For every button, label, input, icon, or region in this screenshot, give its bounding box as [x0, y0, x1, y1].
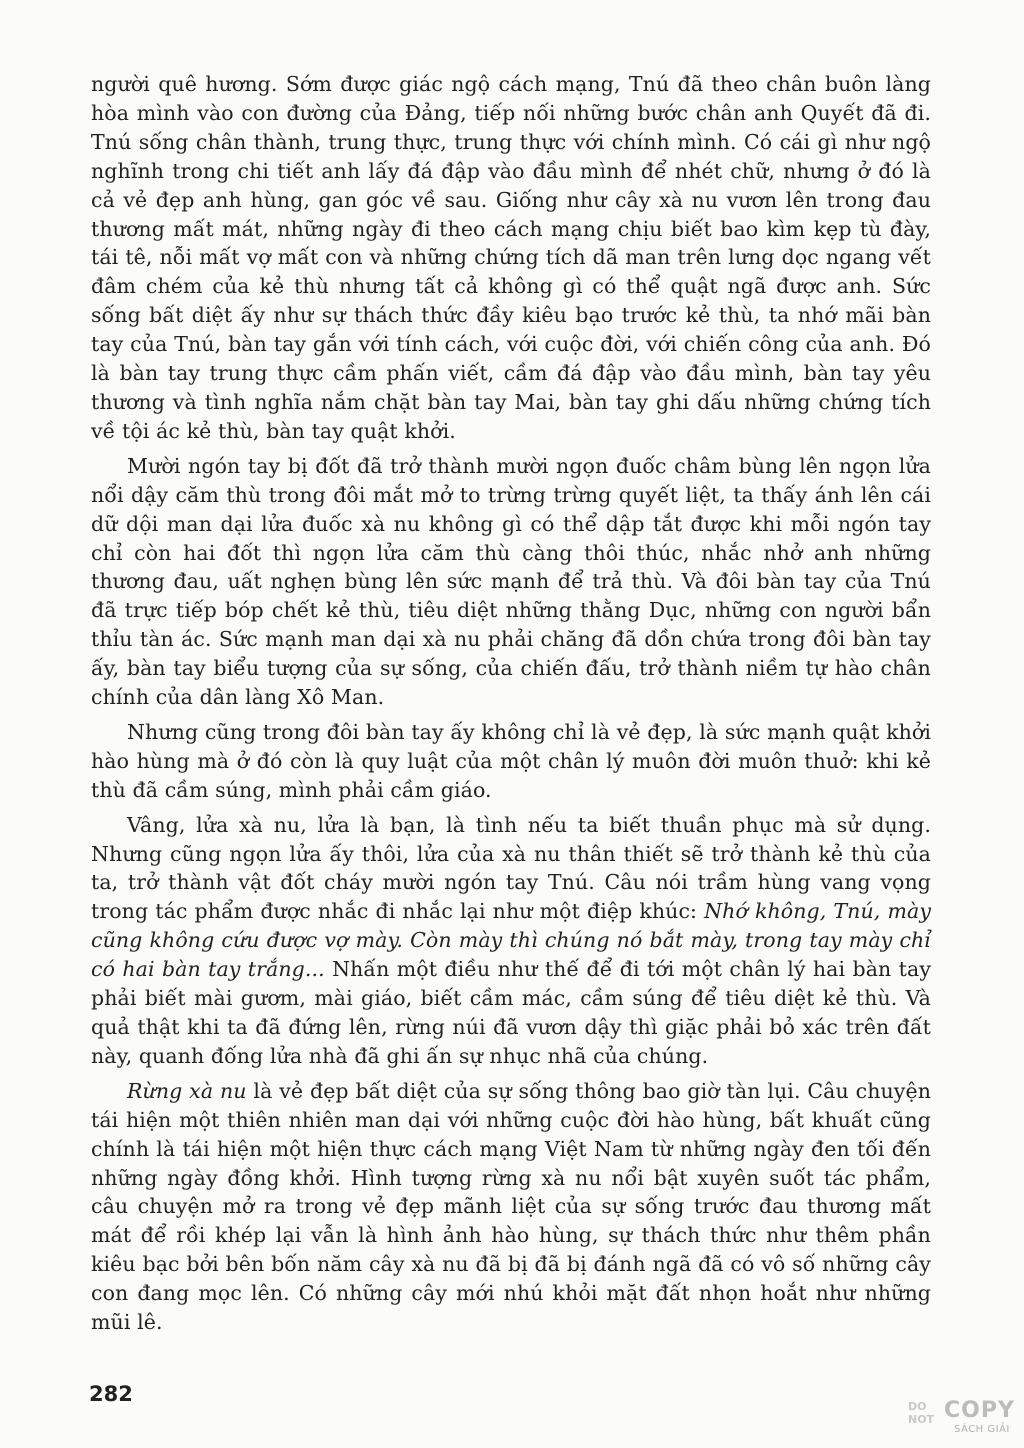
paragraph	[91, 452, 931, 712]
paragraph	[91, 70, 931, 446]
watermark-line1: DO	[908, 1400, 927, 1413]
page-body	[91, 70, 931, 1337]
page-number: 282	[89, 1382, 133, 1406]
paragraph	[91, 718, 931, 805]
watermark-do-not	[908, 1400, 934, 1426]
paragraph	[91, 1077, 931, 1337]
italic-text-run: Rừng xà nu	[127, 1078, 247, 1103]
text-run: Nhấn một điều như thế để đi tới một chân lý hai bàn tay phải biết mài gươm, mài giáo, biết cầm mác, cầm súng để tiêu diệt kẻ thù. Và quả thật khi ta đã đứng lên, rừng núi đã vươn dậy thì giặc phải bỏ xác trên đất này, quanh đống lửa nhà đã ghi ấn sự nhục nhã của chúng.	[91, 957, 931, 1068]
watermark-logo	[908, 1398, 1015, 1438]
watermark-sub: SÁCH GIẢI	[954, 1424, 1010, 1435]
italic-text-run: Nhớ không, Tnú, mày cũng không cứu được vợ mày. Còn mày thì chúng nó bắt mày, trong tay mày chỉ có hai bàn tay trắng...	[91, 899, 932, 982]
paragraph	[91, 811, 931, 1071]
watermark-line2: NOT	[908, 1413, 935, 1426]
text-run: Vâng, lửa xà nu, lửa là bạn, là tình nếu ta biết thuần phục mà sử dụng. Nhưng cũng ngọn lửa ấy thôi, lửa của xà nu thân thiết sẽ trở thành kẻ thù của ta, trở thành vật đốt cháy mười ngón tay Tnú. Câu nói trầm hùng vang vọng trong tác phẩm được nhắc đi nhắc lại như một điệp khúc:	[91, 812, 931, 924]
text-run: Mười ngón tay bị đốt đã trở thành mười ngọn đuốc châm bùng lên ngọn lửa nổi dậy căm thù trong đôi mắt mở to trừng trừng quyết liệt, ta thấy ánh lên cái dữ dội man dại lửa đuốc xà nu không gì có thể dập tắt được khi mỗi ngón tay chỉ còn hai đốt thì ngọn lửa căm thù càng thôi thúc, nhắc nhở anh những thương đau, uất nghẹn bùng lên sức mạnh để trả thù. Và đôi bàn tay của Tnú đã trực tiếp bóp chết kẻ thù, tiêu diệt những thằng Dục, những con người bẩn thỉu tàn ác. Sức mạnh man dại xà nu phải chăng đã dồn chứa trong đôi bàn tay ấy, bàn tay biểu tượng của sự sống, của chiến đấu, trở thành niềm tự hào chân chính của dân làng Xô Man.	[91, 453, 931, 710]
text-run: là vẻ đẹp bất diệt của sự sống thông bao giờ tàn lụi. Câu chuyện tái hiện một thiên nhiên man dại với những cuộc đời hào hùng, bất khuất cũng chính là tái hiện một hiện thực cách mạng Việt Nam từ những ngày đen tối đến những ngày đồng khởi. Hình tượng rừng xà nu nổi bật xuyên suốt tác phẩm, câu chuyện mở ra trong vẻ đẹp mãnh liệt của sự sống trước đau thương mất mát để rồi khép lại vẫn là hình ảnh hào hùng, sự thách thức như thêm phần kiêu bạc bởi bên bốn năm cây xà nu đã bị đã bị đánh ngã đã có vô số những cây con đang mọc lên. Có những cây mới nhú khỏi mặt đất nhọn hoắt như những mũi lê.	[91, 1078, 932, 1335]
watermark-copy: COPY	[944, 1398, 1015, 1423]
text-run: Nhưng cũng trong đôi bàn tay ấy không chỉ là vẻ đẹp, là sức mạnh quật khởi hào hùng mà ở đó còn là quy luật của một chân lý muôn đời muôn thuở: khi kẻ thù đã cầm súng, mình phải cầm giáo.	[91, 719, 931, 802]
text-run: người quê hương. Sớm được giác ngộ cách mạng, Tnú đã theo chân buôn làng hòa mình vào con đường của Đảng, tiếp nối những bước chân anh Quyết đã đi. Tnú sống chân thành, trung thực, trung thực với chính mình. Có cái gì như ngộ nghĩnh trong chi tiết anh lấy đá đập vào đầu mình để nhét chữ, nhưng ở đó là cả vẻ đẹp anh hùng, gan góc về sau. Giống như cây xà nu vươn lên trong đau thương mất mát, những ngày đi theo cách mạng chịu biết bao kìm kẹp tù đày, tái tê, nỗi mất vợ mất con và những chứng tích dã man trên lưng dọc ngang vết đâm chém của kẻ thù nhưng tất cả không gì có thể quật ngã được anh. Sức sống bất diệt ấy như sự thách thức đầy kiêu bạo trước kẻ thù, ta nhớ mãi bàn tay của Tnú, bàn tay gắn với tính cách, với cuộc đời, với chiến công của anh. Đó là bàn tay trung thực cầm phấn viết, cầm đá đập vào đầu mình, bàn tay yêu thương và tình nghĩa nắm chặt bàn tay Mai, bàn tay ghi dấu những chứng tích về tội ác kẻ thù, bàn tay quật khởi.	[91, 72, 931, 443]
